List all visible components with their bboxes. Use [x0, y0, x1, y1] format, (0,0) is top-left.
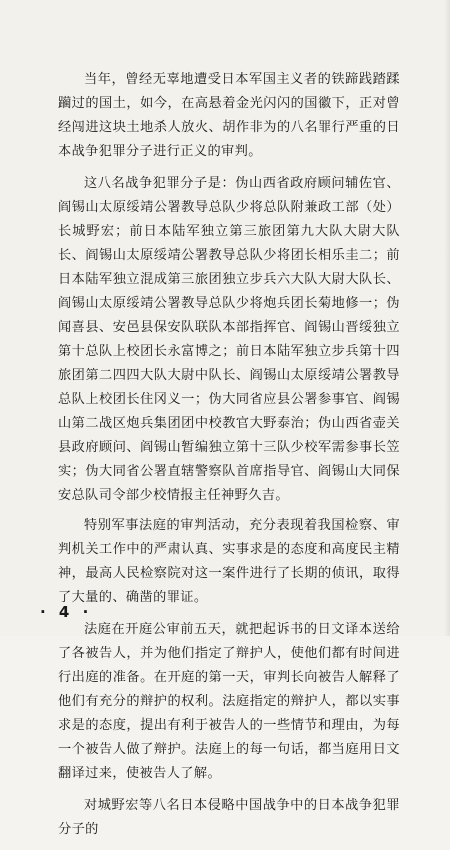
paragraph-defendants: 这八名战争犯罪分子是：伪山西省政府顾问辅佐官、阎锡山太原绥靖公署教导总队少将总队附兼政工部（处）长城野宏；前日本陆军独立第三旅团第九大队大尉大队长、阎锡山太原绥靖公署教导总队少将团长相乐圭二；前日本陆军独立混成第三旅团独立步兵六大队大尉大队长、阎锡山太原绥靖公署教导总队少将炮兵团长菊地修一；伪闻喜县、安邑县保安队联队本部指挥官、阎锡山晋绥独立第十总队上校团长永富博之；前日本陆军独立步兵第十四旅团第二四四大队大尉中队长、阎锡山太原绥靖公署教导总队上校团长住冈义一；伪大同省应县公署参事官、阎锡山第二战区炮兵集团团中校教官大野泰治；伪山西省壶关县政府顾问、阎锡山暂编独立第十三队少校军需参事长笠实；伪大同省公署直辖警察队首席指导官、阎锡山大同保安总队司令部少校情报主任神野久吉。 — [58, 176, 400, 503]
page-edge-shadow — [444, 0, 450, 636]
paragraph-closing: 对城野宏等八名日本侵略中国战争中的日本战争犯罪分子的 — [58, 798, 400, 837]
page-number: · 4 · — [40, 603, 93, 621]
paragraph-intro: 当年，曾经无辜地遭受日本军国主义者的铁蹄践踏蹂躏过的国土，如今，在高悬着金光闪闪的国徽下，正对曾经闯进这块土地杀人放火、胡作非为的八名罪行严重的日本战争犯罪分子进行正义的审判。 — [58, 72, 400, 159]
document-body — [58, 68, 400, 850]
paragraph-trial-procedure: 法庭在开庭公审前五天，就把起诉书的日文译本送给了各被告人，并为他们指定了辩护人，使他们都有时间进行出庭的准备。在开庭的第一天，审判长向被告人解释了他们有充分的辩护的权利。法庭指定的辩护人，都以实事求是的态度，提出有利于被告人的一些情节和理由，为每一个被告人做了辩护。法庭上的每一句话，都当庭用日文翻译过来，使被告人了解。 — [58, 622, 400, 781]
paragraph-court-activity: 特别军事法庭的审判活动，充分表现着我国检察、审判机关工作中的严肃认真、实事求是的态度和高度民主精神，最高人民检察院对这一案件进行了长期的侦讯，取得了大量的、确凿的罪证。 — [58, 518, 400, 605]
